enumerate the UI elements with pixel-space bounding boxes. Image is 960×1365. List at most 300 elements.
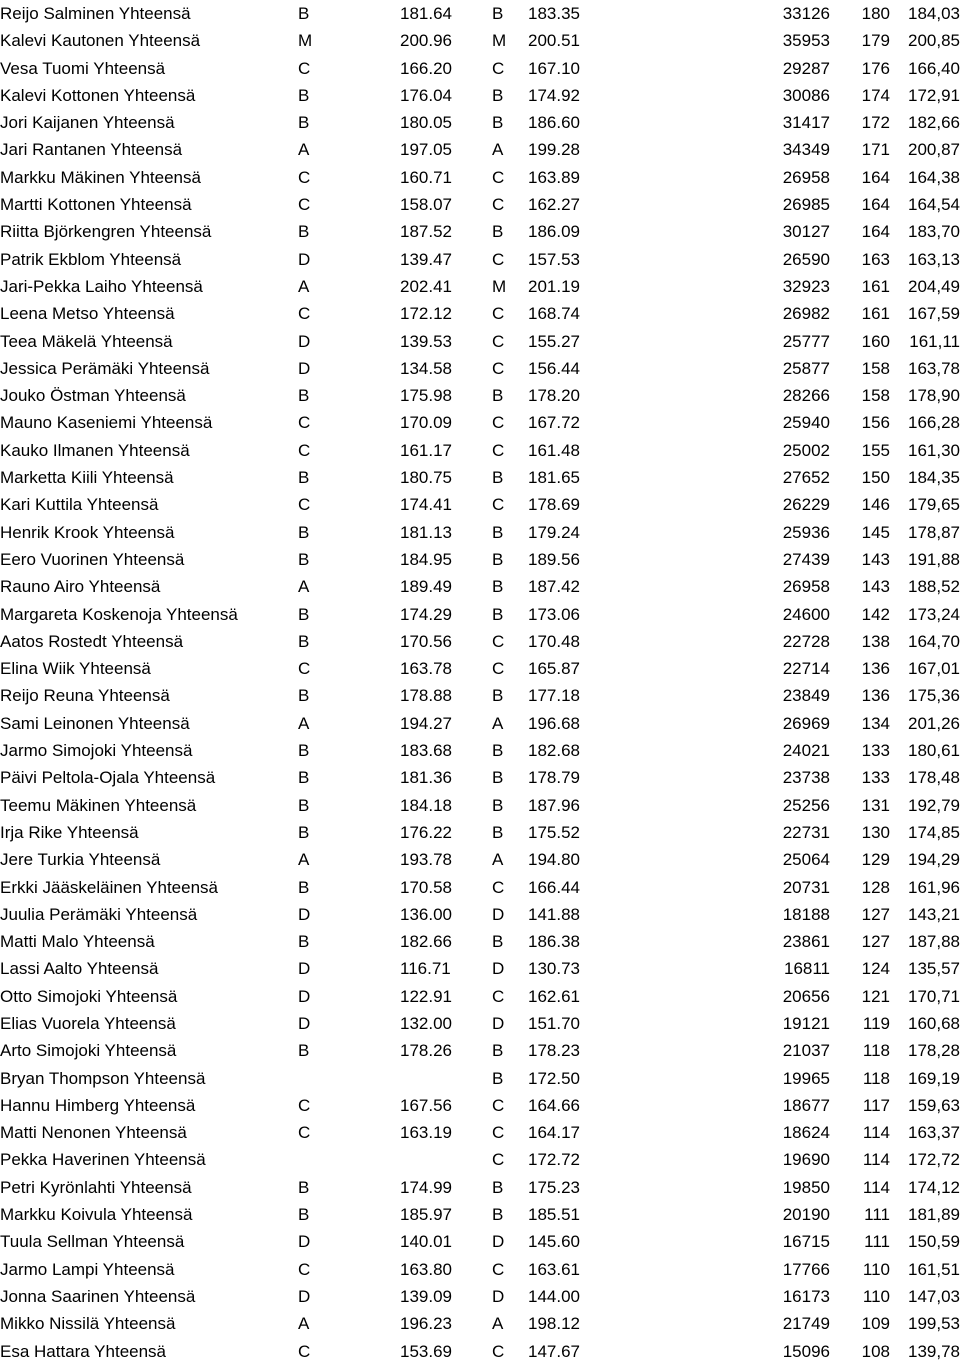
average-2-cell: 175.23 <box>528 1177 580 1197</box>
class-2-cell: B <box>492 795 504 815</box>
average-2-cell: 161.48 <box>528 440 580 460</box>
class-2-cell: D <box>492 1232 505 1252</box>
average-1-cell: 181.13 <box>400 522 452 542</box>
games-count-cell: 138 <box>861 631 890 651</box>
table-row <box>0 82 960 109</box>
table-row <box>0 1174 960 1201</box>
class-2-cell: B <box>492 822 504 842</box>
table-row <box>0 109 960 136</box>
average-2-cell: 163.89 <box>528 167 580 187</box>
table-row <box>0 1119 960 1146</box>
table-row <box>0 355 960 382</box>
average-1-cell: 187.52 <box>400 222 452 242</box>
games-count-cell: 155 <box>861 440 890 460</box>
average-2-cell: 144.00 <box>528 1286 580 1306</box>
games-count-cell: 143 <box>861 577 890 597</box>
class-1-cell: B <box>298 795 310 815</box>
overall-average-cell: 143,21 <box>908 904 960 924</box>
total-pins-cell: 18677 <box>782 1095 830 1115</box>
class-1-cell: C <box>298 495 311 515</box>
class-1-cell: C <box>298 167 311 187</box>
games-count-cell: 131 <box>861 795 890 815</box>
average-1-cell <box>400 1146 492 1173</box>
games-count-cell: 142 <box>861 604 890 624</box>
average-1-cell: 194.27 <box>400 713 452 733</box>
class-1-cell: B <box>298 822 310 842</box>
total-pins-cell: 32923 <box>782 276 830 296</box>
games-count-cell: 111 <box>864 1205 890 1225</box>
games-count-cell: 109 <box>861 1314 890 1334</box>
games-count-cell: 124 <box>861 959 890 979</box>
average-1-cell: 160.71 <box>400 167 452 187</box>
class-1-cell: B <box>298 741 310 761</box>
player-name-cell: Jessica Perämäki Yhteensä <box>0 358 210 378</box>
class-1-cell: B <box>298 604 310 624</box>
average-1-cell: 136.00 <box>400 904 452 924</box>
average-2-cell: 183.35 <box>528 4 580 23</box>
average-2-cell: 187.96 <box>528 795 580 815</box>
average-1-cell: 174.41 <box>400 495 452 515</box>
average-2-cell: 167.72 <box>528 413 580 433</box>
overall-average-cell: 164,38 <box>908 167 960 187</box>
total-pins-cell: 31417 <box>782 113 830 133</box>
player-name-cell: Henrik Krook Yhteensä <box>0 522 175 542</box>
overall-average-cell: 163,13 <box>908 249 960 269</box>
games-count-cell: 136 <box>861 686 890 706</box>
total-pins-cell: 19690 <box>782 1150 830 1170</box>
player-name-cell: Kalevi Kautonen Yhteensä <box>0 31 201 51</box>
games-count-cell: 143 <box>861 549 890 569</box>
overall-average-cell: 191,88 <box>908 549 960 569</box>
class-1-cell: B <box>298 85 310 105</box>
games-count-cell: 110 <box>862 1286 890 1306</box>
average-2-cell: 186.60 <box>528 113 580 133</box>
player-name-cell: Rauno Airo Yhteensä <box>0 577 161 597</box>
table-row <box>0 1310 960 1337</box>
games-count-cell: 146 <box>861 495 890 515</box>
class-1-cell: A <box>298 577 310 597</box>
class-2-cell: B <box>492 113 504 133</box>
class-1-cell: B <box>298 686 310 706</box>
class-2-cell: M <box>492 31 507 51</box>
player-name-cell: Aatos Rostedt Yhteensä <box>0 631 184 651</box>
class-2-cell: C <box>492 1259 505 1279</box>
total-pins-cell: 16811 <box>783 959 830 979</box>
average-2-cell: 186.09 <box>528 222 580 242</box>
overall-average-cell: 178,90 <box>908 386 960 406</box>
player-name-cell: Petri Kyrönlahti Yhteensä <box>0 1177 192 1197</box>
average-2-cell: 170.48 <box>528 631 580 651</box>
average-1-cell: 197.05 <box>400 140 452 160</box>
table-row <box>0 655 960 682</box>
table-row <box>0 1146 960 1173</box>
player-name-cell: Mikko Nissilä Yhteensä <box>0 1314 176 1334</box>
class-1-cell: B <box>298 1205 310 1225</box>
class-2-cell: D <box>492 1013 505 1033</box>
games-count-cell: 128 <box>861 877 890 897</box>
player-name-cell: Kalevi Kottonen Yhteensä <box>0 85 196 105</box>
player-name-cell: Bryan Thompson Yhteensä <box>0 1068 206 1088</box>
average-1-cell: 176.04 <box>400 85 452 105</box>
total-pins-cell: 26985 <box>782 195 830 215</box>
table-row <box>0 300 960 327</box>
total-pins-cell: 34349 <box>782 140 830 160</box>
table-row <box>0 382 960 409</box>
class-2-cell: B <box>492 604 504 624</box>
class-2-cell: C <box>492 167 505 187</box>
overall-average-cell: 135,57 <box>908 959 960 979</box>
table-row <box>0 55 960 82</box>
total-pins-cell: 26982 <box>782 304 830 324</box>
games-count-cell: 180 <box>861 4 890 23</box>
games-count-cell: 119 <box>862 1013 890 1033</box>
player-name-cell: Mauno Kaseniemi Yhteensä <box>0 413 213 433</box>
average-2-cell: 166.44 <box>528 877 580 897</box>
total-pins-cell: 17766 <box>782 1259 830 1279</box>
average-1-cell: 139.09 <box>400 1286 452 1306</box>
class-1-cell: C <box>298 1259 311 1279</box>
average-2-cell: 189.56 <box>528 549 580 569</box>
class-1-cell: B <box>298 4 310 23</box>
player-name-cell: Jarmo Simojoki Yhteensä <box>0 741 193 761</box>
class-1-cell: M <box>298 31 313 51</box>
class-2-cell: C <box>492 495 505 515</box>
total-pins-cell: 30127 <box>782 222 830 242</box>
player-name-cell: Teea Mäkelä Yhteensä <box>0 331 173 351</box>
average-1-cell: 170.56 <box>400 631 452 651</box>
table-row <box>0 983 960 1010</box>
games-count-cell: 127 <box>861 904 890 924</box>
average-1-cell: 183.68 <box>400 741 452 761</box>
overall-average-cell: 161,11 <box>909 331 960 351</box>
total-pins-cell: 19850 <box>782 1177 830 1197</box>
total-pins-cell: 20731 <box>782 877 830 897</box>
average-2-cell: 187.42 <box>528 577 580 597</box>
table-row <box>0 409 960 436</box>
total-pins-cell: 24021 <box>782 741 830 761</box>
class-1-cell: B <box>298 877 310 897</box>
class-2-cell: C <box>492 440 505 460</box>
overall-average-cell: 139,78 <box>908 1341 960 1361</box>
average-1-cell <box>400 1065 492 1092</box>
average-2-cell: 155.27 <box>528 331 580 351</box>
class-1-cell: C <box>298 195 311 215</box>
average-1-cell: 180.75 <box>400 468 452 488</box>
overall-average-cell: 179,65 <box>908 495 960 515</box>
total-pins-cell: 18624 <box>782 1123 830 1143</box>
overall-average-cell: 147,03 <box>908 1286 960 1306</box>
games-count-cell: 156 <box>861 413 890 433</box>
average-1-cell: 163.80 <box>400 1259 452 1279</box>
class-1-cell: D <box>298 1013 311 1033</box>
class-2-cell: M <box>492 276 507 296</box>
class-1-cell: B <box>298 522 310 542</box>
table-row <box>0 1065 960 1092</box>
games-count-cell: 133 <box>861 741 890 761</box>
table-row <box>0 737 960 764</box>
total-pins-cell: 25002 <box>782 440 830 460</box>
games-count-cell: 145 <box>861 522 890 542</box>
class-2-cell: C <box>492 986 505 1006</box>
average-1-cell: 167.56 <box>400 1095 452 1115</box>
average-2-cell: 168.74 <box>528 304 580 324</box>
overall-average-cell: 180,61 <box>908 741 960 761</box>
average-2-cell: 164.17 <box>528 1123 580 1143</box>
class-2-cell: B <box>492 686 504 706</box>
average-1-cell: 184.18 <box>400 795 452 815</box>
average-2-cell: 178.20 <box>528 386 580 406</box>
average-2-cell: 151.70 <box>528 1013 580 1033</box>
table-row <box>0 437 960 464</box>
average-1-cell: 134.58 <box>400 358 452 378</box>
player-name-cell: Tuula Sellman Yhteensä <box>0 1232 185 1252</box>
overall-average-cell: 204,49 <box>908 276 960 296</box>
games-count-cell: 114 <box>862 1177 890 1197</box>
table-row <box>0 519 960 546</box>
games-count-cell: 118 <box>862 1068 890 1088</box>
average-1-cell: 200.96 <box>400 31 452 51</box>
table-row <box>0 846 960 873</box>
average-2-cell: 177.18 <box>528 686 580 706</box>
table-row <box>0 1037 960 1064</box>
total-pins-cell: 22728 <box>782 631 830 651</box>
games-count-cell: 118 <box>862 1041 890 1061</box>
total-pins-cell: 23849 <box>782 686 830 706</box>
games-count-cell: 164 <box>861 195 890 215</box>
overall-average-cell: 150,59 <box>908 1232 960 1252</box>
table-row <box>0 27 960 54</box>
player-name-cell: Matti Nenonen Yhteensä <box>0 1123 187 1143</box>
class-1-cell: D <box>298 331 311 351</box>
player-name-cell: Markku Koivula Yhteensä <box>0 1205 193 1225</box>
overall-average-cell: 181,89 <box>908 1205 960 1225</box>
overall-average-cell: 200,85 <box>908 31 960 51</box>
overall-average-cell: 166,28 <box>908 413 960 433</box>
average-2-cell: 175.52 <box>528 822 580 842</box>
player-name-cell: Marketta Kiili Yhteensä <box>0 468 174 488</box>
average-2-cell: 156.44 <box>528 358 580 378</box>
class-2-cell: D <box>492 959 505 979</box>
average-1-cell: 182.66 <box>400 932 452 952</box>
games-count-cell: 171 <box>861 140 890 160</box>
games-count-cell: 161 <box>861 276 890 296</box>
overall-average-cell: 188,52 <box>908 577 960 597</box>
games-count-cell: 117 <box>862 1095 890 1115</box>
class-1-cell: D <box>298 1232 311 1252</box>
class-2-cell: B <box>492 577 504 597</box>
player-name-cell: Sami Leinonen Yhteensä <box>0 713 190 733</box>
average-2-cell: 182.68 <box>528 741 580 761</box>
class-2-cell: C <box>492 58 505 78</box>
overall-average-cell: 172,91 <box>908 85 960 105</box>
average-1-cell: 174.29 <box>400 604 452 624</box>
player-name-cell: Markku Mäkinen Yhteensä <box>0 167 201 187</box>
total-pins-cell: 26229 <box>782 495 830 515</box>
class-1-cell: B <box>298 1041 310 1061</box>
table-row <box>0 874 960 901</box>
average-1-cell: 170.09 <box>400 413 452 433</box>
total-pins-cell: 24600 <box>782 604 830 624</box>
class-2-cell: B <box>492 522 504 542</box>
table-row <box>0 710 960 737</box>
table-row <box>0 491 960 518</box>
table-row <box>0 928 960 955</box>
class-2-cell: B <box>492 1068 504 1088</box>
average-2-cell: 157.53 <box>528 249 580 269</box>
average-1-cell: 193.78 <box>400 850 452 870</box>
class-2-cell: B <box>492 468 504 488</box>
table-row <box>0 955 960 982</box>
total-pins-cell: 22731 <box>782 822 830 842</box>
average-1-cell: 178.88 <box>400 686 452 706</box>
class-2-cell: A <box>492 850 504 870</box>
average-2-cell: 178.23 <box>528 1041 580 1061</box>
average-1-cell: 172.12 <box>400 304 452 324</box>
table-row <box>0 136 960 163</box>
class-2-cell: B <box>492 1205 504 1225</box>
class-2-cell: C <box>492 659 505 679</box>
average-1-cell: 166.20 <box>400 58 452 78</box>
class-1-cell: B <box>298 113 310 133</box>
player-name-cell: Päivi Peltola-Ojala Yhteensä <box>0 768 216 788</box>
overall-average-cell: 166,40 <box>908 58 960 78</box>
class-1-cell <box>298 1146 400 1173</box>
class-2-cell: A <box>492 1314 504 1334</box>
average-1-cell: 181.36 <box>400 768 452 788</box>
average-2-cell: 173.06 <box>528 604 580 624</box>
overall-average-cell: 174,85 <box>908 822 960 842</box>
games-count-cell: 111 <box>864 1232 890 1252</box>
overall-average-cell: 184,35 <box>908 468 960 488</box>
class-2-cell: C <box>492 631 505 651</box>
table-row <box>0 1228 960 1255</box>
average-2-cell: 174.92 <box>528 85 580 105</box>
class-2-cell: B <box>492 386 504 406</box>
games-count-cell: 158 <box>861 386 890 406</box>
player-name-cell: Arto Simojoki Yhteensä <box>0 1041 177 1061</box>
overall-average-cell: 178,48 <box>908 768 960 788</box>
average-1-cell: 180.05 <box>400 113 452 133</box>
player-name-cell: Martti Kottonen Yhteensä <box>0 195 192 215</box>
table-row <box>0 573 960 600</box>
class-2-cell: B <box>492 741 504 761</box>
average-2-cell: 200.51 <box>528 31 580 51</box>
table-row <box>0 601 960 628</box>
games-count-cell: 176 <box>861 58 890 78</box>
total-pins-cell: 25777 <box>782 331 830 351</box>
total-pins-cell: 35953 <box>782 31 830 51</box>
player-name-cell: Teemu Mäkinen Yhteensä <box>0 795 197 815</box>
table-row <box>0 218 960 245</box>
games-count-cell: 150 <box>861 468 890 488</box>
total-pins-cell: 26958 <box>782 167 830 187</box>
player-name-cell: Irja Rike Yhteensä <box>0 822 139 842</box>
table-row <box>0 273 960 300</box>
class-1-cell: A <box>298 713 310 733</box>
average-2-cell: 147.67 <box>528 1341 580 1361</box>
overall-average-cell: 174,12 <box>908 1177 960 1197</box>
games-count-cell: 108 <box>861 1341 890 1361</box>
average-2-cell: 130.73 <box>528 959 580 979</box>
player-name-cell: Hannu Himberg Yhteensä <box>0 1095 196 1115</box>
overall-average-cell: 187,88 <box>908 932 960 952</box>
average-2-cell: 162.61 <box>528 986 580 1006</box>
games-count-cell: 161 <box>861 304 890 324</box>
average-1-cell: 184.95 <box>400 549 452 569</box>
overall-average-cell: 161,51 <box>908 1259 960 1279</box>
class-2-cell: C <box>492 304 505 324</box>
average-1-cell: 122.91 <box>400 986 452 1006</box>
table-row <box>0 164 960 191</box>
class-1-cell: D <box>298 986 311 1006</box>
overall-average-cell: 167,59 <box>908 304 960 324</box>
total-pins-cell: 33126 <box>782 4 830 23</box>
overall-average-cell: 163,37 <box>908 1123 960 1143</box>
total-pins-cell: 25256 <box>782 795 830 815</box>
class-1-cell: C <box>298 304 311 324</box>
total-pins-cell: 21037 <box>782 1041 830 1061</box>
player-name-cell: Jori Kaijanen Yhteensä <box>0 113 175 133</box>
games-count-cell: 110 <box>862 1259 890 1279</box>
average-2-cell: 172.50 <box>528 1068 580 1088</box>
average-1-cell: 189.49 <box>400 577 452 597</box>
games-count-cell: 127 <box>861 932 890 952</box>
average-1-cell: 185.97 <box>400 1205 452 1225</box>
games-count-cell: 134 <box>861 713 890 733</box>
player-name-cell: Vesa Tuomi Yhteensä <box>0 58 166 78</box>
overall-average-cell: 159,63 <box>908 1095 960 1115</box>
average-1-cell: 161.17 <box>400 440 452 460</box>
overall-average-cell: 163,78 <box>908 358 960 378</box>
player-name-cell: Patrik Ekblom Yhteensä <box>0 249 182 269</box>
class-1-cell: A <box>298 276 310 296</box>
class-2-cell: A <box>492 713 504 733</box>
overall-average-cell: 200,87 <box>908 140 960 160</box>
average-2-cell: 181.65 <box>528 468 580 488</box>
overall-average-cell: 182,66 <box>908 113 960 133</box>
class-2-cell: C <box>492 1150 505 1170</box>
class-2-cell: D <box>492 904 505 924</box>
table-row <box>0 1256 960 1283</box>
total-pins-cell: 26958 <box>782 577 830 597</box>
class-1-cell <box>298 1065 400 1092</box>
class-1-cell: B <box>298 631 310 651</box>
class-1-cell: C <box>298 58 311 78</box>
class-1-cell: B <box>298 932 310 952</box>
class-1-cell: A <box>298 1314 310 1334</box>
class-1-cell: D <box>298 1286 311 1306</box>
average-1-cell: 140.01 <box>400 1232 452 1252</box>
games-count-cell: 158 <box>861 358 890 378</box>
average-1-cell: 196.23 <box>400 1314 452 1334</box>
overall-average-cell: 161,96 <box>908 877 960 897</box>
table-row <box>0 764 960 791</box>
player-name-cell: Otto Simojoki Yhteensä <box>0 986 178 1006</box>
overall-average-cell: 169,19 <box>908 1068 960 1088</box>
table-row <box>0 819 960 846</box>
class-1-cell: B <box>298 549 310 569</box>
table-row <box>0 0 960 27</box>
overall-average-cell: 164,70 <box>908 631 960 651</box>
class-2-cell: B <box>492 549 504 569</box>
class-2-cell: C <box>492 1341 505 1361</box>
average-1-cell: 176.22 <box>400 822 452 842</box>
class-2-cell: B <box>492 768 504 788</box>
class-1-cell: C <box>298 1123 311 1143</box>
average-1-cell: 163.78 <box>400 659 452 679</box>
table-row <box>0 1201 960 1228</box>
average-2-cell: 163.61 <box>528 1259 580 1279</box>
